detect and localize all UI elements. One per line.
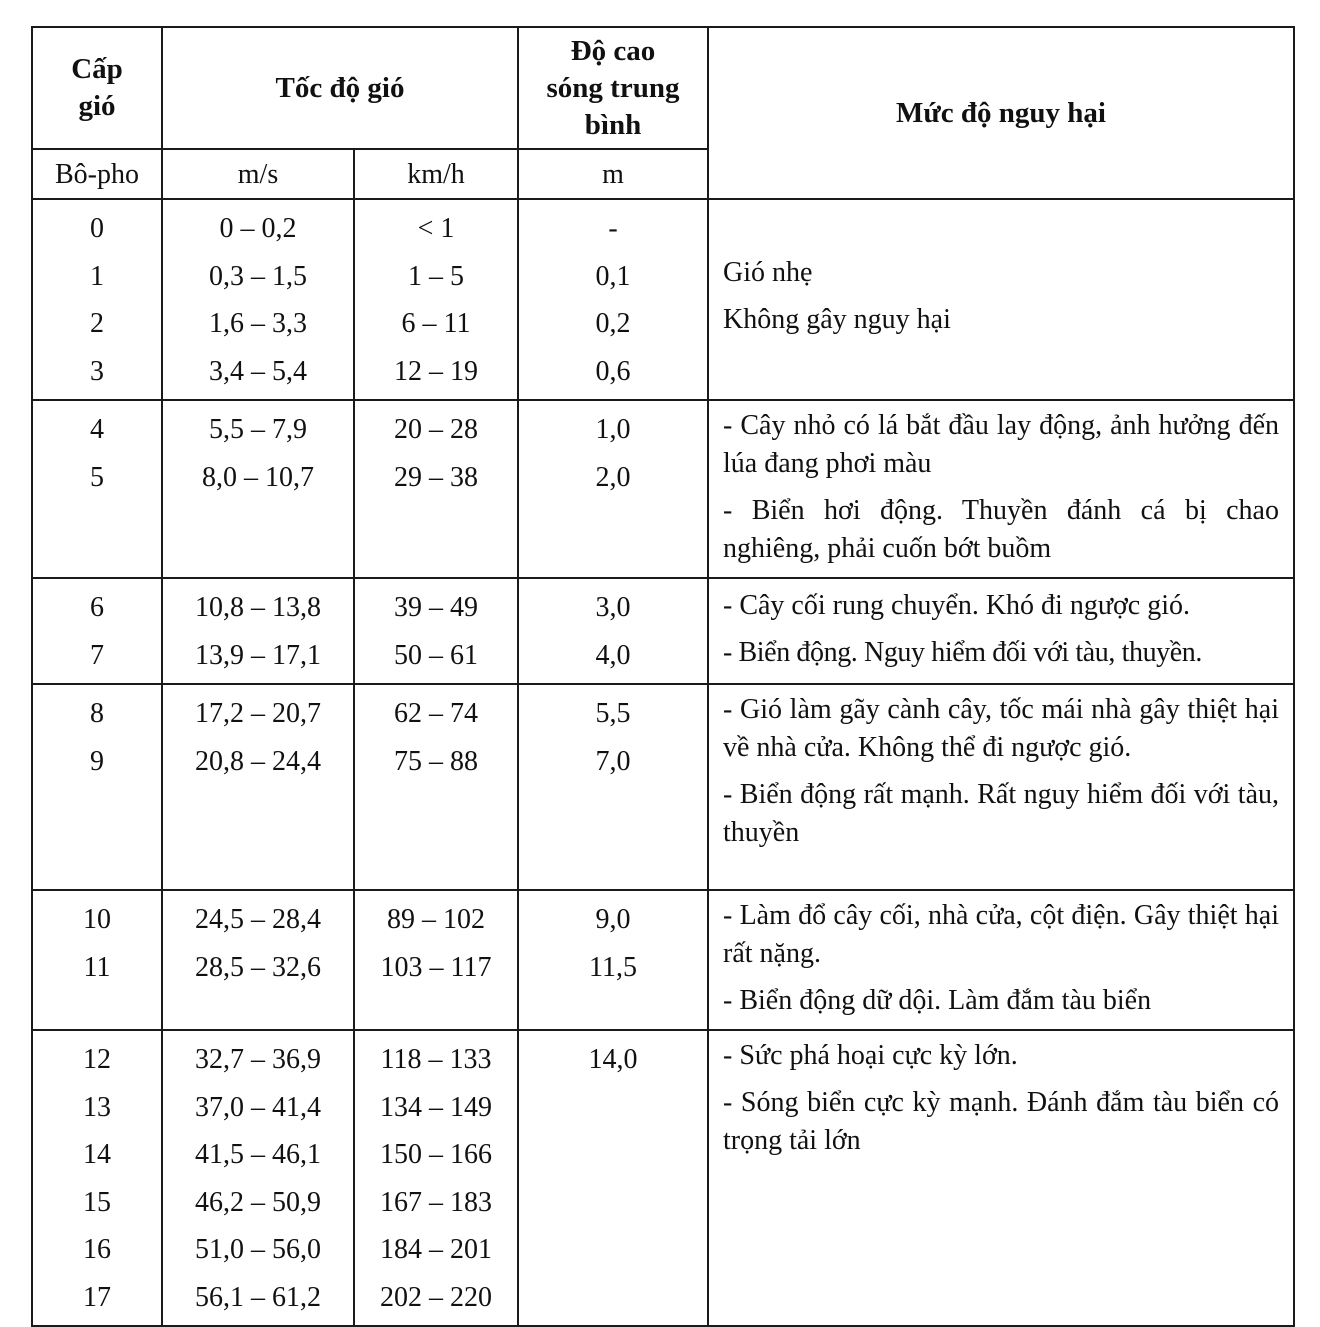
kmh-value: 1 – 5	[408, 260, 464, 292]
ms-cell	[162, 684, 354, 890]
ms-value: 51,0 – 56,0	[195, 1234, 321, 1265]
level-value: 11	[83, 951, 111, 983]
kmh-cell	[354, 199, 518, 400]
unit-kmh: km/h	[354, 149, 518, 199]
kmh-value: 20 – 28	[394, 414, 478, 445]
wave-value: 9,0	[595, 904, 631, 935]
desc-text: - Biển động rất mạnh. Rất nguy hiểm đối với tàu, thuyền	[723, 779, 1279, 848]
level-value: 10	[83, 904, 111, 935]
kmh-cell	[354, 1030, 518, 1326]
ms-value: 3,4 – 5,4	[209, 355, 307, 387]
kmh-value: 6 – 11	[401, 308, 471, 339]
wave-value: 0,1	[595, 260, 631, 292]
ms-value: 0,3 – 1,5	[209, 260, 307, 292]
ms-cell	[162, 578, 354, 684]
wave-cell	[518, 684, 708, 890]
kmh-value: 39 – 49	[394, 592, 478, 623]
desc-text: - Sức phá hoại cực kỳ lớn.	[723, 1040, 1018, 1071]
level-value: 5	[90, 461, 104, 493]
level-value: 0	[90, 213, 104, 244]
ms-value: 41,5 – 46,1	[195, 1139, 321, 1170]
table-row-group	[32, 400, 1294, 578]
kmh-value: 75 – 88	[394, 745, 478, 777]
kmh-cell	[354, 684, 518, 890]
kmh-value: 62 – 74	[394, 698, 478, 729]
desc-cell	[708, 1030, 1294, 1326]
table-row-group	[32, 578, 1294, 684]
level-value: 1	[90, 260, 104, 292]
kmh-value: < 1	[417, 213, 455, 244]
ms-cell	[162, 400, 354, 578]
wave-cell	[518, 400, 708, 578]
kmh-cell	[354, 400, 518, 578]
header-row	[32, 27, 1294, 149]
level-value: 13	[83, 1091, 111, 1123]
ms-value: 17,2 – 20,7	[195, 698, 321, 729]
header-do-cao-song: Độ cao sóng trung bình	[518, 27, 708, 149]
wave-value: 11,5	[589, 951, 637, 983]
kmh-value: 134 – 149	[380, 1091, 492, 1123]
ms-value: 13,9 – 17,1	[195, 639, 321, 671]
ms-cell	[162, 890, 354, 1030]
level-value: 6	[90, 592, 104, 623]
level-cell	[32, 890, 162, 1030]
kmh-cell	[354, 890, 518, 1030]
desc-cell	[708, 578, 1294, 684]
kmh-cell	[354, 578, 518, 684]
level-cell	[32, 199, 162, 400]
ms-value: 10,8 – 13,8	[195, 592, 321, 623]
ms-cell	[162, 1030, 354, 1326]
kmh-value: 150 – 166	[380, 1139, 492, 1170]
level-cell	[32, 684, 162, 890]
level-value: 14	[83, 1139, 111, 1170]
wave-value: 0,6	[595, 355, 631, 387]
wave-value: -	[608, 213, 618, 244]
desc-text: - Biển động dữ dội. Làm đắm tàu biển	[723, 985, 1152, 1016]
table-row-group	[32, 890, 1294, 1030]
wave-value: 14,0	[588, 1044, 638, 1075]
wave-value: 5,5	[595, 698, 631, 729]
desc-cell	[708, 199, 1294, 400]
level-value: 8	[90, 698, 104, 729]
wave-value: 3,0	[595, 592, 631, 623]
header-cap-gio: Cấp gió	[32, 27, 162, 149]
level-value: 17	[83, 1281, 111, 1313]
desc-text: Gió nhẹ	[723, 257, 813, 288]
kmh-value: 202 – 220	[380, 1281, 492, 1313]
kmh-value: 89 – 102	[387, 904, 485, 935]
wave-value: 2,0	[595, 461, 631, 493]
ms-value: 24,5 – 28,4	[195, 904, 321, 935]
level-value: 2	[90, 308, 104, 339]
level-cell	[32, 1030, 162, 1326]
desc-cell	[708, 400, 1294, 578]
ms-value: 1,6 – 3,3	[209, 308, 307, 339]
table-row-group	[32, 199, 1294, 400]
ms-value: 37,0 – 41,4	[195, 1091, 321, 1123]
level-value: 9	[90, 745, 104, 777]
level-cell	[32, 400, 162, 578]
wave-cell	[518, 890, 708, 1030]
level-value: 3	[90, 355, 104, 387]
desc-text: Không gây nguy hại	[723, 304, 951, 335]
level-cell	[32, 578, 162, 684]
unit-m: m	[518, 149, 708, 199]
wave-value: 7,0	[595, 745, 631, 777]
desc-cell	[708, 890, 1294, 1030]
ms-value: 8,0 – 10,7	[202, 461, 314, 493]
header-muc-do-nguy-hai: Mức độ nguy hại	[708, 27, 1294, 199]
wave-value: 0,2	[595, 308, 631, 339]
desc-text: - Biển hơi động. Thuyền đánh cá bị chao nghiêng, phải cuốn bớt buồm	[723, 495, 1279, 564]
kmh-value: 118 – 133	[380, 1044, 492, 1075]
wave-value: 4,0	[595, 639, 631, 671]
ms-value: 5,5 – 7,9	[209, 414, 307, 445]
level-value: 15	[83, 1186, 111, 1218]
kmh-value: 50 – 61	[394, 639, 478, 671]
ms-value: 46,2 – 50,9	[195, 1186, 321, 1218]
beaufort-wind-scale-table	[31, 26, 1295, 1327]
ms-value: 32,7 – 36,9	[195, 1044, 321, 1075]
ms-value: 28,5 – 32,6	[195, 951, 321, 983]
kmh-value: 167 – 183	[380, 1186, 492, 1218]
wave-cell	[518, 199, 708, 400]
ms-cell	[162, 199, 354, 400]
header-toc-do-gio: Tốc độ gió	[162, 27, 518, 149]
wave-value: 1,0	[595, 414, 631, 445]
desc-text: - Biển động. Nguy hiểm đối với tàu, thuyền.	[723, 637, 1202, 668]
unit-ms: m/s	[162, 149, 354, 199]
desc-cell	[708, 684, 1294, 890]
kmh-value: 103 – 117	[380, 951, 492, 983]
table-row-group	[32, 684, 1294, 890]
kmh-value: 12 – 19	[394, 355, 478, 387]
ms-value: 56,1 – 61,2	[195, 1281, 321, 1313]
wave-cell	[518, 578, 708, 684]
ms-value: 0 – 0,2	[219, 213, 297, 244]
kmh-value: 29 – 38	[394, 461, 478, 493]
level-value: 16	[83, 1234, 111, 1265]
desc-text: - Cây cối rung chuyển. Khó đi ngược gió.	[723, 590, 1191, 621]
table-row-group	[32, 1030, 1294, 1326]
desc-text: - Làm đổ cây cối, nhà cửa, cột điện. Gây thiệt hại rất nặng.	[723, 900, 1279, 969]
level-value: 4	[90, 414, 104, 445]
wave-cell	[518, 1030, 708, 1326]
desc-text: - Cây nhỏ có lá bắt đầu lay động, ảnh hưởng đến lúa đang phơi màu	[723, 410, 1279, 479]
unit-bopho: Bô-pho	[32, 149, 162, 199]
level-value: 7	[90, 639, 104, 671]
kmh-value: 184 – 201	[380, 1234, 492, 1265]
ms-value: 20,8 – 24,4	[195, 745, 321, 777]
level-value: 12	[83, 1044, 111, 1075]
desc-text: - Gió làm gãy cành cây, tốc mái nhà gây thiệt hại về nhà cửa. Không thể đi ngược gió.	[723, 694, 1279, 763]
desc-text: - Sóng biển cực kỳ mạnh. Đánh đắm tàu biển có trọng tải lớn	[723, 1087, 1279, 1156]
